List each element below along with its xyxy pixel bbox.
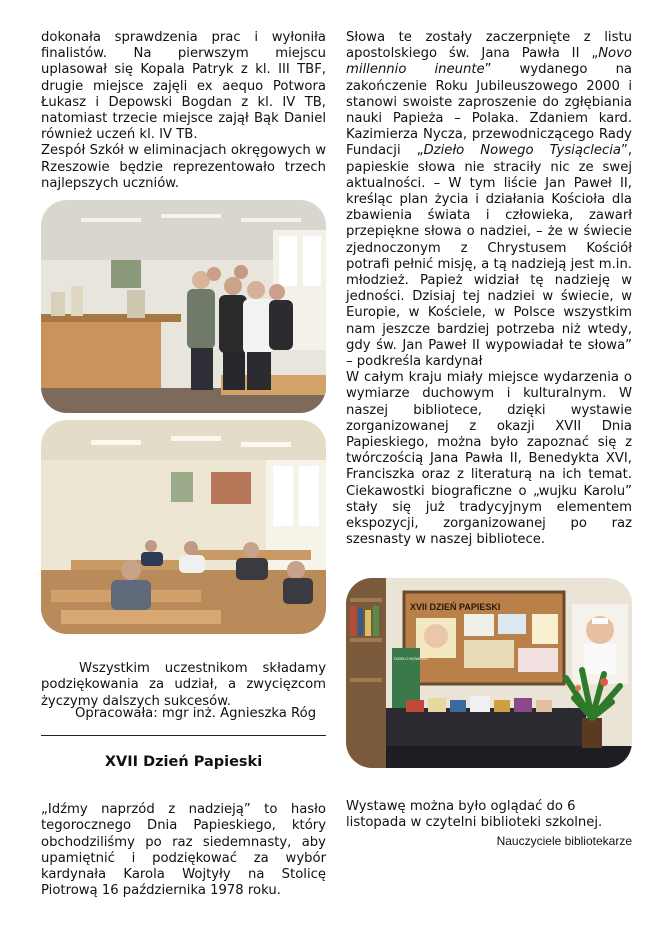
article-title: XVII Dzień Papieski <box>104 754 263 770</box>
letter-text-a: Słowa te zostały zaczerpnięte z listu apostolskiego św. Jana Pawła II „ <box>346 30 632 62</box>
exhibit-board-title: XVII DZIEŃ PAPIESKI <box>410 602 501 612</box>
article-intro: „Idźmy naprzód z nadzieją” to hasło tegorocznego Dnia Papieskiego, który obchodziliśmy po raz siedemnasty, aby upamiętnić i podziękować za wybór kardynała Karola Wojtyły na Stolicę Piotrową 16 października 1978 roku. <box>41 802 326 899</box>
exhibit-poster-text: DZIEŁO NOWEGO <box>394 656 429 661</box>
paragraph-district: Zespół Szkół w eliminacjach okręgowych w Rzeszowie będzie reprezentowało trzech najlepszych uczniów. <box>41 143 326 191</box>
thanks-paragraph: Wszystkim uczestnikom składamy podziękowania za udział, a zwycięzcom życzymy dalszych sukcesów. <box>41 661 326 709</box>
left-column-text <box>41 30 326 192</box>
foundation-name-italic: Dzieło Nowego Tysiąclecia <box>423 143 621 159</box>
paragraph-letter <box>346 30 632 370</box>
letter-text-c: ”, papieskie słowa nie straciły nic ze swej aktualności. – W tym liście Jan Paweł II, kreśląc plan życia i działania Kościoła dla zbawienia świata i człowieka, zawarł przepiękne słowa o nadziei, – że w świecie zjednoczonym z Chrystusem Kościół potrafi pełnić misję, a tą nadzieją jest m.in. młodzież. Papież widział tę nadzieję w jedności. Dzisiaj tej nadziei w świecie, w Europie, w Kościele, w Polsce wszystkim nam jeszcze bardziej potrzeba niż wtedy, gdy św. Jan Paweł II wypowiadał te słowa” – podkreśla kardynał <box>346 143 633 370</box>
exam-classroom-photo <box>41 420 326 634</box>
library-exhibition-photo <box>346 578 632 768</box>
paragraph-finalists: dokonała sprawdzenia prac i wyłoniła finalistów. Na pierwszym miejscu uplasował się Kopala Patryk z kl. III TBF, drugie miejsce zajęli ex aequo Potwora Łukasz i Depowski Bogdan z kl. IV TB, natomiast trzecie miejsce zajął Bąk Daniel również uczeń kl. IV TB. <box>41 30 326 143</box>
section-divider <box>41 735 326 736</box>
right-column-text <box>346 30 632 549</box>
author-credit: Opracowała: mgr inż. Agnieszka Róg <box>75 706 317 721</box>
finalists-group-photo <box>41 200 326 413</box>
letter-title-italic: Novo millennio ineunte <box>346 46 632 78</box>
letter-text-b: ” wydanego na zakończenie Roku Jubileuszowego 2000 i stanowi swoiste zaproszenie do zgłębiania nauki Papieża – Polaka. Zdaniem kard. Kazimierza Nycza, przewodniczącego Rady Fundacji „ <box>346 62 633 159</box>
signature: Nauczyciele bibliotekarze <box>496 834 632 848</box>
exhibition-dates-paragraph: Wystawę można było oglądać do 6 listopada w czytelni biblioteki szkolnej. <box>346 799 603 831</box>
paragraph-exhibition: W całym kraju miały miejsce wydarzenia o wymiarze duchowym i kulturalnym. W naszej bibliotece, dzięki wystawie zorganizowanej z okazji XVII Dnia Papieskiego, można było zapoznać się z twórczością Jana Pawła II, Benedykta XVI, Franciszka oraz z literaturą na ich temat. Ciekawostki biograficzne o „wujku Karolu” stały się już tradycyjnym elementem ekspozycji, zorganizowanej po raz szesnasty w naszej bibliotece. <box>346 370 632 548</box>
